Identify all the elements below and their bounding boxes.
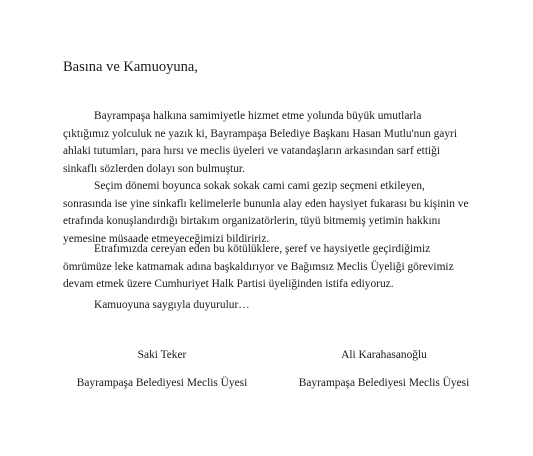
paragraph-line: ömrümüze leke katmamak adına başkaldırıyor ve Bağımsız Meclis Üyeliği görevimiz: [63, 260, 454, 273]
paragraph-line: etrafında konuşlandırdığı birtakım organizatörlerin, tüyü bitmemiş yetimin hakkını: [63, 215, 441, 227]
paragraph-line: Bayrampaşa halkına samimiyetle hizmet etme yolunda büyük umutlarla: [94, 110, 422, 122]
paragraph-1: [63, 108, 483, 178]
paragraph-line: yemesine müsaade etmeyeceğimizi bildiririz.: [63, 232, 270, 245]
closing-line: Kamuoyuna saygıyla duyurulur…: [94, 299, 250, 311]
paragraph-line: Etrafımızda cereyan eden bu kötülüklere, şeref ve haysiyetle geçirdiğimiz: [94, 243, 431, 255]
paragraph-line: ahlaki tutumları, para hırsı ve meclis üyeleri ve vatandaşların arkasından sarf ettiği: [63, 145, 441, 157]
paragraph-2: [63, 178, 483, 248]
paragraph-line: sinkaflı sözlerden dolayı son bulmuştur.: [63, 162, 245, 175]
signatory-role: Bayrampaşa Belediyesi Meclis Üyesi: [76, 377, 248, 389]
paragraph-line: çıktığımız yolculuk ne yazık ki, Bayrampaşa Belediye Başkanı Hasan Mutlu'nun gayri: [63, 127, 457, 140]
signatory-role: Bayrampaşa Belediyesi Meclis Üyesi: [298, 377, 470, 389]
signatory-name: Saki Teker: [137, 349, 187, 361]
paragraph-3: [63, 241, 483, 294]
paragraph-line: Seçim dönemi boyunca sokak sokak cami cami gezip seçmeni etkileyen,: [94, 180, 425, 192]
paragraph-line: sonrasında ise yine sinkaflı kelimelerle bununla alay eden haysiyet fukarası bu kişinin ve: [63, 197, 469, 210]
signatory-name: Ali Karahasanoğlu: [341, 349, 427, 361]
signature-block-right: [274, 347, 494, 392]
paragraph-line: devam etmek üzere Cumhuriyet Halk Partisi üyeliğinden istifa ediyoruz.: [63, 278, 394, 290]
signature-block-left: [52, 347, 272, 392]
salutation: Basına ve Kamuoyuna,: [63, 59, 198, 75]
